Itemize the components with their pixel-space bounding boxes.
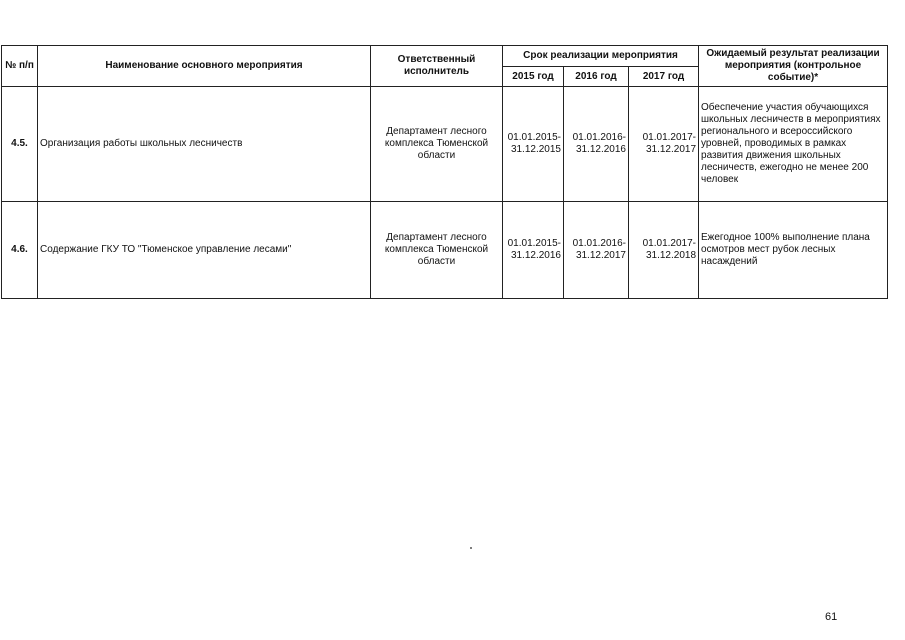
row-date-2015: 01.01.2015-31.12.2015 xyxy=(503,87,564,202)
row-date-2016: 01.01.2016-31.12.2017 xyxy=(564,202,629,299)
row-name: Организация работы школьных лесничеств xyxy=(38,87,371,202)
row-num: 4.6. xyxy=(2,202,38,299)
table-row xyxy=(2,87,888,202)
row-executor: Департамент лесного комплекса Тюменской области xyxy=(371,87,503,202)
scan-speck xyxy=(470,547,472,549)
header-row xyxy=(2,46,888,67)
header-year-2016: 2016 год xyxy=(564,67,629,87)
header-period: Срок реализации мероприятия xyxy=(503,46,699,67)
page-number: 61 xyxy=(825,611,838,623)
header-result: Ожидаемый результат реализации мероприятия (контрольное событие)* xyxy=(699,46,888,87)
header-year-2015: 2015 год xyxy=(503,67,564,87)
row-result: Ежегодное 100% выполнение плана осмотров мест рубок лесных насаждений xyxy=(699,202,888,299)
row-date-2015: 01.01.2015-31.12.2016 xyxy=(503,202,564,299)
table-row xyxy=(2,202,888,299)
row-date-2017: 01.01.2017-31.12.2017 xyxy=(629,87,699,202)
row-result: Обеспечение участия обучающихся школьных лесничеств в мероприятиях регионального и всероссийского уровней, проводимых в рамках развития движения школьных лесничеств, ежегодно не менее 200 человек xyxy=(699,87,888,202)
header-num: № п/п xyxy=(2,46,38,87)
header-executor: Ответственный исполнитель xyxy=(371,46,503,87)
row-name: Содержание ГКУ ТО "Тюменское управление лесами" xyxy=(38,202,371,299)
row-date-2017: 01.01.2017-31.12.2018 xyxy=(629,202,699,299)
row-executor: Департамент лесного комплекса Тюменской области xyxy=(371,202,503,299)
header-year-2017: 2017 год xyxy=(629,67,699,87)
header-name: Наименование основного мероприятия xyxy=(38,46,371,87)
row-num: 4.5. xyxy=(2,87,38,202)
activities-table xyxy=(1,45,888,299)
row-date-2016: 01.01.2016-31.12.2016 xyxy=(564,87,629,202)
